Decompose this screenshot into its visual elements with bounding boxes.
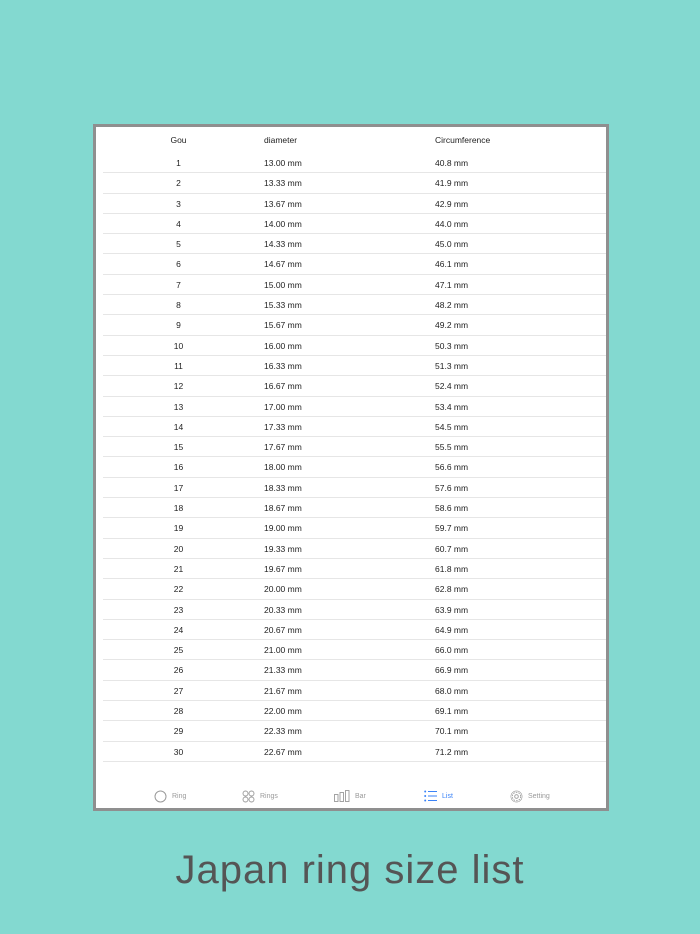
cell-gou: 2 — [176, 178, 181, 189]
table-row — [96, 254, 606, 274]
table-row — [96, 539, 606, 559]
table-row — [96, 315, 606, 335]
cell-gou: 11 — [174, 360, 183, 371]
cell-circumference: 68.0 mm — [435, 685, 469, 696]
cell-diameter: 21.67 mm — [264, 685, 302, 696]
cell-diameter: 21.00 mm — [264, 645, 302, 656]
cell-gou: 8 — [176, 300, 181, 311]
cell-gou: 27 — [173, 685, 184, 696]
table-row — [96, 194, 606, 214]
tab-rings[interactable] — [242, 788, 278, 804]
cell-circumference: 61.8 mm — [435, 563, 469, 574]
cell-gou: 21 — [173, 563, 184, 574]
cell-circumference: 66.9 mm — [435, 665, 469, 676]
cell-circumference: 52.4 mm — [435, 381, 469, 392]
cell-circumference: 42.9 mm — [435, 198, 469, 209]
cell-diameter: 17.67 mm — [264, 442, 302, 453]
cell-diameter: 15.00 mm — [264, 279, 302, 290]
cell-gou: 15 — [173, 442, 184, 453]
gear-icon — [510, 790, 523, 803]
cell-gou: 29 — [173, 726, 184, 737]
tab-bar-chart[interactable] — [334, 788, 366, 804]
cell-circumference: 47.1 mm — [435, 279, 469, 290]
table-row — [96, 701, 606, 721]
cell-circumference: 60.7 mm — [435, 543, 469, 554]
table-row — [96, 721, 606, 741]
tab-bar-label: Bar — [355, 792, 366, 800]
table-row — [96, 559, 606, 579]
cell-gou: 1 — [176, 158, 181, 168]
tab-rings-label: Rings — [260, 792, 278, 800]
table-row — [96, 173, 606, 193]
cell-diameter: 17.33 mm — [264, 421, 302, 432]
cell-gou: 18 — [173, 503, 184, 514]
header-diameter: diameter — [264, 135, 298, 145]
table-row — [96, 457, 606, 477]
table-row — [96, 336, 606, 356]
cell-circumference: 71.2 mm — [435, 746, 469, 757]
table-row — [96, 498, 606, 518]
cell-diameter: 16.33 mm — [264, 360, 302, 371]
cell-gou: 4 — [176, 218, 181, 229]
table-row — [96, 397, 606, 417]
table-row — [96, 640, 606, 660]
cell-circumference: 62.8 mm — [435, 584, 469, 595]
cell-circumference: 66.0 mm — [435, 645, 469, 656]
cell-gou: 20 — [173, 543, 184, 554]
cell-circumference: 64.9 mm — [435, 624, 469, 635]
table-row — [96, 275, 606, 295]
cell-circumference: 58.6 mm — [435, 503, 469, 514]
cell-circumference: 57.6 mm — [435, 482, 469, 493]
table-row — [96, 214, 606, 234]
cell-gou: 9 — [176, 320, 181, 331]
table-row — [96, 234, 606, 254]
cell-gou: 5 — [176, 239, 181, 250]
cell-diameter: 18.67 mm — [264, 503, 302, 514]
table-row — [96, 417, 606, 437]
tab-ring[interactable] — [154, 788, 186, 804]
cell-circumference: 54.5 mm — [435, 421, 469, 432]
cell-circumference: 48.2 mm — [435, 300, 469, 311]
table-row — [96, 518, 606, 538]
cell-gou: 17 — [173, 482, 184, 493]
cell-diameter: 15.67 mm — [264, 320, 302, 331]
cell-diameter: 19.33 mm — [264, 543, 302, 554]
cell-diameter: 20.33 mm — [264, 604, 302, 615]
list-icon — [424, 790, 437, 802]
table-header — [96, 127, 606, 155]
cell-diameter: 14.00 mm — [264, 218, 302, 229]
cell-gou: 6 — [176, 259, 181, 270]
app-screen — [93, 124, 609, 811]
tab-ring-label: Ring — [172, 792, 187, 800]
cell-circumference: 41.9 mm — [435, 178, 469, 189]
table-row — [96, 153, 606, 173]
table-row — [96, 600, 606, 620]
cell-circumference: 56.6 mm — [435, 462, 469, 473]
cell-gou: 14 — [173, 421, 184, 432]
table-row — [96, 681, 606, 701]
cell-gou: 22 — [173, 584, 184, 595]
tab-bar — [96, 786, 606, 808]
cell-circumference: 51.3 mm — [435, 360, 469, 371]
cell-diameter: 19.67 mm — [264, 563, 302, 574]
cell-circumference: 53.4 mm — [435, 401, 469, 412]
cell-diameter: 22.67 mm — [264, 746, 302, 757]
cell-circumference: 63.9 mm — [435, 604, 469, 615]
cell-diameter: 13.67 mm — [264, 198, 302, 209]
tab-setting[interactable] — [510, 788, 550, 804]
cell-circumference: 40.8 mm — [435, 158, 469, 168]
table-row — [96, 660, 606, 680]
cell-circumference: 55.5 mm — [435, 442, 469, 453]
tab-list[interactable] — [424, 788, 453, 804]
table-row — [96, 620, 606, 640]
cell-gou: 10 — [173, 340, 184, 351]
cell-circumference: 45.0 mm — [435, 239, 469, 250]
promo-caption: Japan ring size list — [175, 848, 525, 892]
cell-gou: 16 — [173, 462, 184, 473]
cell-diameter: 22.00 mm — [264, 706, 302, 717]
cell-gou: 24 — [173, 624, 184, 635]
cell-circumference: 46.1 mm — [435, 259, 469, 270]
tab-setting-label: Setting — [528, 792, 550, 800]
cell-diameter: 16.67 mm — [264, 381, 302, 392]
table-row — [96, 579, 606, 599]
cell-circumference: 50.3 mm — [435, 340, 469, 351]
tab-list-label: List — [442, 792, 453, 800]
cell-gou: 28 — [173, 706, 184, 717]
table-row — [96, 437, 606, 457]
cell-circumference: 44.0 mm — [435, 218, 469, 229]
ring-size-list[interactable] — [96, 153, 606, 762]
table-row — [96, 356, 606, 376]
rings-icon — [242, 790, 255, 803]
cell-diameter: 22.33 mm — [264, 726, 302, 737]
cell-gou: 12 — [173, 381, 184, 392]
table-row — [96, 478, 606, 498]
cell-gou: 26 — [173, 665, 184, 676]
table-row — [96, 376, 606, 396]
cell-gou: 13 — [173, 401, 184, 412]
cell-gou: 3 — [176, 198, 181, 209]
cell-gou: 25 — [173, 645, 184, 656]
bar-icon — [334, 790, 350, 802]
cell-circumference: 69.1 mm — [435, 706, 469, 717]
cell-diameter: 16.00 mm — [264, 340, 302, 351]
cell-diameter: 13.00 mm — [264, 158, 302, 168]
cell-gou: 19 — [173, 523, 184, 534]
cell-diameter: 18.33 mm — [264, 482, 302, 493]
ring-icon — [154, 790, 167, 803]
cell-diameter: 21.33 mm — [264, 665, 302, 676]
table-row — [96, 742, 606, 762]
cell-gou: 23 — [173, 604, 184, 615]
cell-diameter: 17.00 mm — [264, 401, 302, 412]
cell-diameter: 13.33 mm — [264, 178, 302, 189]
table-row — [96, 295, 606, 315]
cell-diameter: 15.33 mm — [264, 300, 302, 311]
cell-circumference: 59.7 mm — [435, 523, 469, 534]
header-circumference: Circumference — [435, 135, 491, 145]
cell-diameter: 20.67 mm — [264, 624, 302, 635]
header-gou: Gou — [170, 135, 187, 145]
cell-circumference: 70.1 mm — [435, 726, 469, 737]
cell-diameter: 14.33 mm — [264, 239, 302, 250]
cell-diameter: 19.00 mm — [264, 523, 302, 534]
cell-circumference: 49.2 mm — [435, 320, 469, 331]
cell-gou: 30 — [173, 746, 184, 757]
cell-gou: 7 — [176, 279, 181, 290]
cell-diameter: 20.00 mm — [264, 584, 302, 595]
cell-diameter: 14.67 mm — [264, 259, 302, 270]
cell-diameter: 18.00 mm — [264, 462, 302, 473]
